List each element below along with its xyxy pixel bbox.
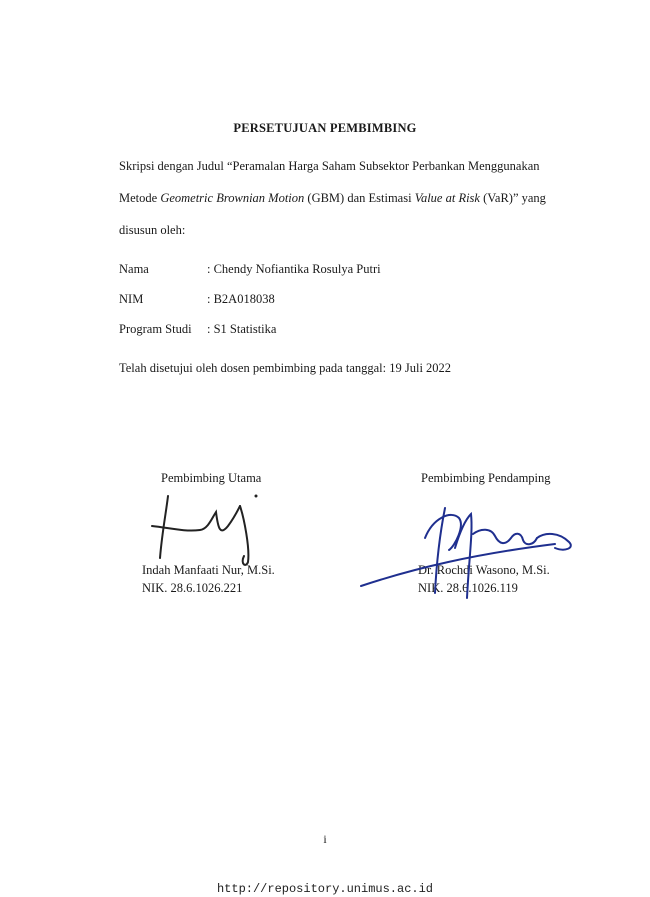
co-supervisor-name: Dr. Rochdi Wasono, M.Si.	[418, 563, 550, 577]
program-label: Program Studi	[119, 322, 192, 336]
nim-label: NIM	[119, 292, 144, 306]
thesis-title-line-2	[119, 191, 546, 206]
co-supervisor-heading: Pembimbing Pendamping	[421, 471, 551, 485]
program-value: : S1 Statistika	[207, 322, 277, 336]
co-supervisor-nik: NIK. 28.6.1026.119	[418, 581, 518, 595]
thesis-title-line-1: Skripsi dengan Judul “Peramalan Harga Saham Subsektor Perbankan Menggunakan	[119, 159, 540, 173]
main-supervisor-name: Indah Manfaati Nur, M.Si.	[142, 563, 275, 577]
name-label: Nama	[119, 262, 149, 276]
page-number: i	[323, 832, 327, 846]
name-value: : Chendy Nofiantika Rosulya Putri	[207, 262, 381, 276]
approval-statement: Telah disetujui oleh dosen pembimbing pada tanggal: 19 Juli 2022	[119, 361, 452, 375]
thesis-title-line-3: disusun oleh:	[119, 223, 186, 237]
main-supervisor-heading: Pembimbing Utama	[161, 471, 262, 485]
repository-url[interactable]: http://repository.unimus.ac.id	[216, 882, 434, 896]
thesis-text-segment: Metode	[119, 191, 161, 205]
page-title: PERSETUJUAN PEMBIMBING	[233, 121, 417, 135]
main-supervisor-nik: NIK. 28.6.1026.221	[142, 581, 243, 595]
thesis-text-segment: (GBM) dan Estimasi	[304, 191, 415, 205]
nim-value: : B2A018038	[207, 292, 275, 306]
main-supervisor-signature	[140, 488, 275, 568]
thesis-italic-gbm: Geometric Brownian Motion	[160, 191, 305, 205]
thesis-italic-var: Value at Risk	[414, 191, 480, 205]
thesis-text-segment: (VaR)” yang	[479, 191, 546, 205]
